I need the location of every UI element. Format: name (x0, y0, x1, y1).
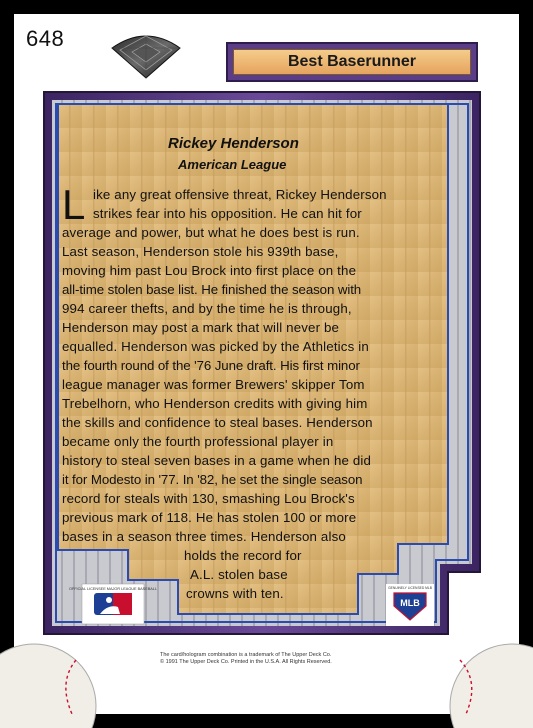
card-number: 648 (26, 26, 65, 51)
bio-line: previous mark of 118. He has stolen 100 or more (62, 510, 357, 525)
mlb-licensee-logo-icon (68, 584, 158, 624)
bio-line: the fourth round of the '76 June draft. His first minor (62, 358, 360, 373)
bio-line: moving him past Lou Brock into first place on the (62, 263, 357, 278)
legal-text (160, 652, 332, 666)
bio-line: average and power, but what he does best is run. (62, 225, 360, 240)
bio-dropcap: L (62, 181, 86, 228)
bio-line: 994 career thefts, and by the time he is through, (62, 301, 352, 316)
baseball-right-icon (436, 620, 519, 714)
bio-line: Trebelhorn, who Henderson credits with giving him (62, 396, 368, 411)
bio-line: all-time stolen base list. He finished the season with (62, 282, 362, 297)
bio-line: bases in a season three times. Henderson also (62, 529, 346, 544)
bio-line: league manager was former Brewers' skipper Tom (62, 377, 365, 392)
hologram-diamond-icon (108, 30, 184, 80)
bio-line: became only the fourth professional player in (62, 434, 334, 449)
league-name: American League (178, 157, 287, 172)
legal-line: © 1991 The Upper Deck Co. Printed in the U.S.A. All Rights Reserved. (160, 659, 332, 665)
baseball-left-icon (14, 620, 94, 714)
bio-line: A.L. stolen base (190, 567, 288, 582)
bio-line: holds the record for (184, 548, 302, 563)
bio-line: ike any great offensive threat, Rickey Henderson (93, 187, 387, 202)
bio-line: strikes fear into his opposition. He can hit for (93, 206, 362, 221)
bio-line: it for Modesto in '77. In '82, he set the single season (62, 472, 363, 487)
bio-line: the skills and confidence to steal bases. Henderson (62, 415, 373, 430)
bio-line: crowns with ten. (186, 586, 284, 601)
mlb-right-mark: MLB (400, 598, 420, 608)
bio-line: history to steal seven bases in a game when he did (62, 453, 372, 468)
bio-line: Henderson may post a mark that will never be (62, 320, 340, 335)
player-name: Rickey Henderson (168, 135, 299, 152)
bio-line: Last season, Henderson stole his 939th base, (62, 244, 339, 259)
title-banner (226, 42, 478, 82)
bio-line: record for steals with 130, smashing Lou Brock's (62, 491, 355, 506)
card-title: Best Baserunner (287, 53, 417, 70)
bio-line: equalled. Henderson was picked by the Athletics in (62, 339, 369, 354)
legal-line: The card/hologram combination is a trademark of The Upper Deck Co. (160, 652, 332, 658)
title-plate (233, 49, 471, 75)
mlb-left-caption: OFFICIAL LICENSEE MAJOR LEAGUE BASEBALL (68, 587, 158, 591)
mlb-genuine-logo-icon (386, 584, 434, 626)
mlb-right-caption: GENUINELY LICENSED MLB (388, 586, 432, 590)
